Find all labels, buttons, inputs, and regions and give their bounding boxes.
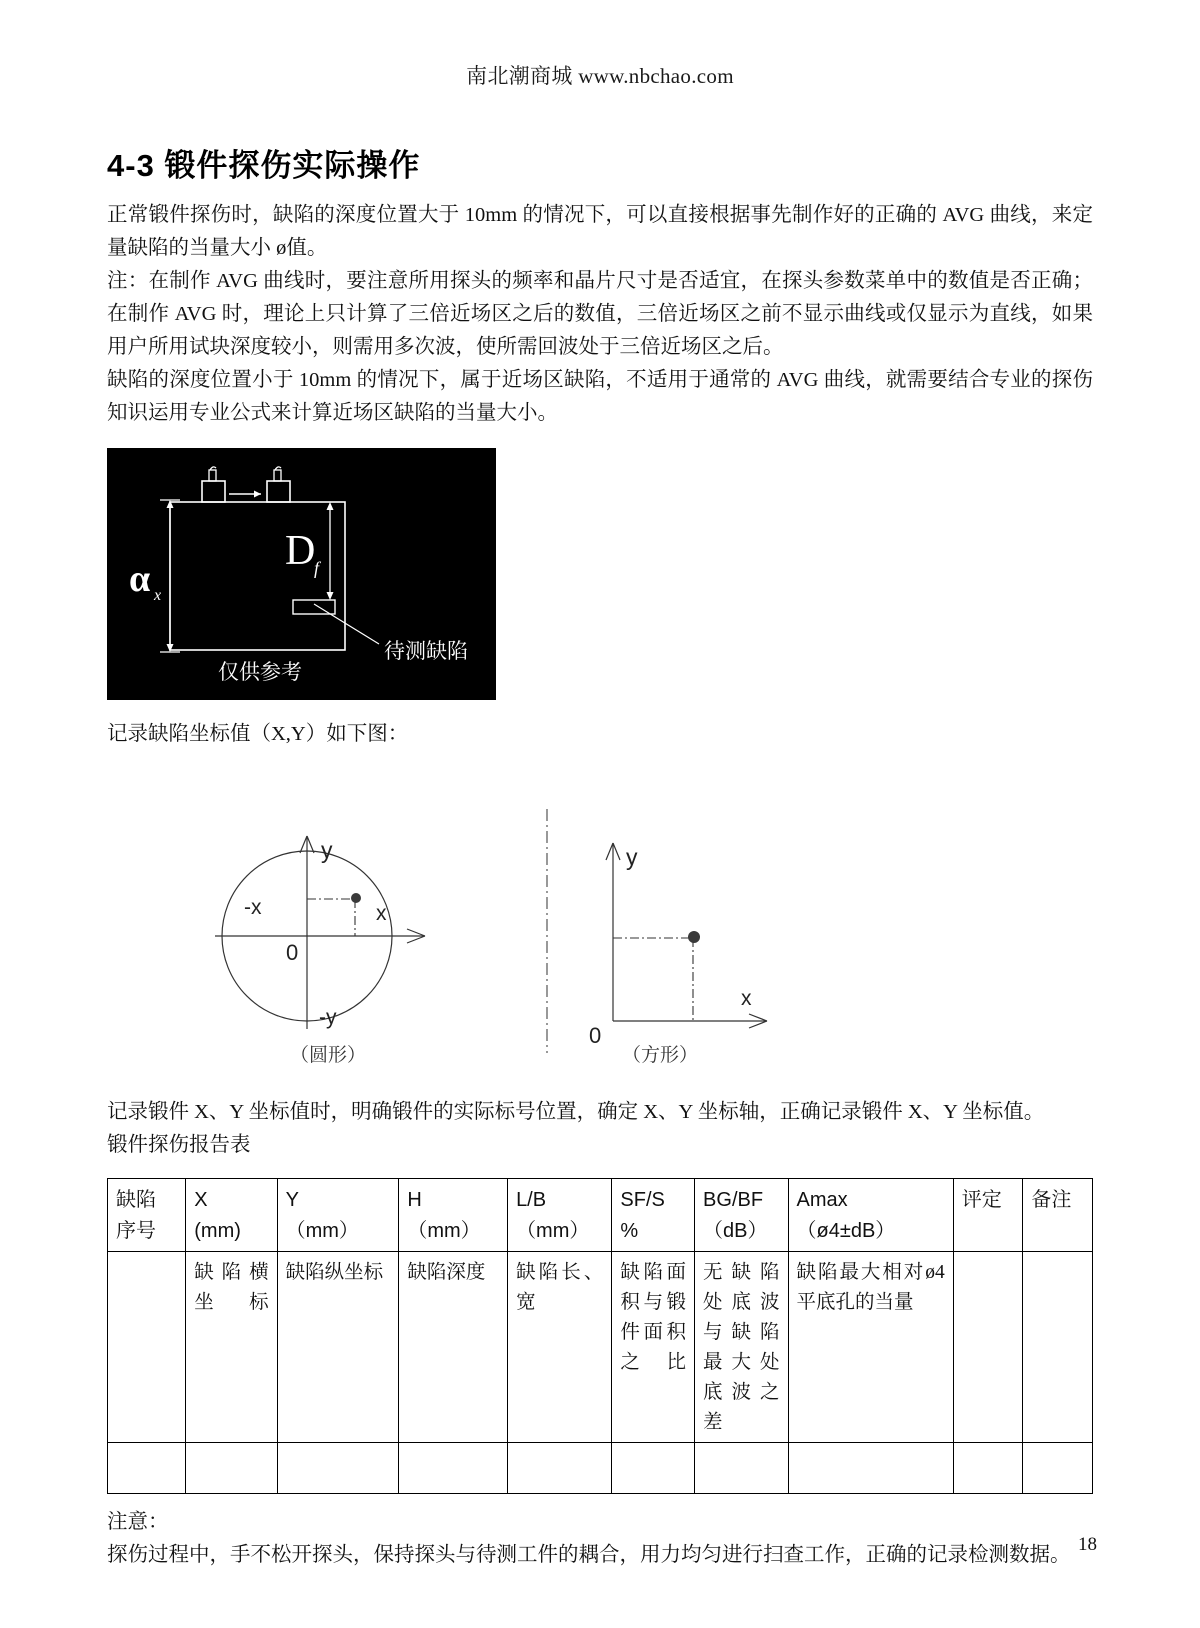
header-name-h: H	[407, 1189, 422, 1211]
cell-remark-empty[interactable]	[1023, 1443, 1093, 1494]
header-name-defect-no: 缺陷	[116, 1189, 156, 1211]
table-header-cell-y	[277, 1179, 399, 1252]
site-watermark-header: 南北潮商城 www.nbchao.com	[466, 64, 734, 88]
notes-section	[107, 1506, 1093, 1572]
coord-intro-text: 记录缺陷坐标值（X,Y）如下图：	[107, 723, 409, 745]
coordinate-captions	[107, 1045, 1093, 1086]
table-header-row	[108, 1179, 1093, 1252]
df-label: D	[285, 528, 316, 574]
cell-sfs-empty[interactable]	[612, 1443, 695, 1494]
cell-y-description: 缺陷纵坐标	[277, 1252, 399, 1443]
table-caption: 锻件探伤报告表	[107, 1134, 251, 1156]
header-unit-sfs: %	[620, 1220, 639, 1242]
table-header-cell-defect-no	[108, 1179, 186, 1252]
cell-x-empty[interactable]	[186, 1443, 277, 1494]
cell-lb-empty[interactable]	[508, 1443, 612, 1494]
cell-bgbf-description: 无缺陷处底波与缺陷最大处底波之差	[695, 1252, 788, 1443]
probe-diagram-figure	[107, 448, 496, 700]
header-unit-amax: （ø4±dB）	[796, 1220, 896, 1242]
cell-amax-empty[interactable]	[788, 1443, 953, 1494]
header-name-lb: L/B	[516, 1189, 547, 1211]
header-unit-lb: （mm）	[516, 1220, 590, 1242]
circle-x-label: x	[376, 902, 387, 925]
square-y-label: y	[626, 844, 638, 870]
circle-origin-label: 0	[286, 940, 299, 965]
table-header-cell-x	[186, 1179, 277, 1252]
header-name-assessment: 评定	[961, 1189, 1002, 1211]
header-unit-bgbf: （dB）	[703, 1220, 768, 1242]
header-name-x: X	[194, 1189, 208, 1211]
notes-title: 注意：	[107, 1511, 169, 1533]
circle-neg-y-label: -y	[319, 1006, 337, 1029]
table-description-row	[108, 1252, 1093, 1443]
alpha-label: α	[129, 558, 151, 600]
table-header-cell-bgbf	[695, 1179, 788, 1252]
paragraph-avg-intro: 正常锻件探伤时，缺陷的深度位置大于 10mm 的情况下，可以直接根据事先制作好的正确的 AVG 曲线，来定量缺陷的当量大小 ø值。	[107, 204, 1093, 259]
notes-text: 探伤过程中，手不松开探头，保持探头与待测工件的耦合，用力均匀进行扫查工作，正确的记录检测数据。	[107, 1544, 1071, 1566]
alpha-subscript-label: x	[154, 587, 162, 604]
circle-figure-caption: （圆形）	[290, 1045, 367, 1066]
table-header-cell-remark	[1023, 1179, 1093, 1252]
df-subscript-label: f	[314, 558, 320, 578]
circle-defect-point	[351, 893, 361, 903]
circle-y-label: y	[321, 837, 333, 863]
square-y-arrow-right	[613, 843, 620, 860]
cell-remark-description	[1023, 1252, 1093, 1443]
paragraph-avg-note: 注：在制作 AVG 曲线时，要注意所用探头的频率和晶片尺寸是否适宜，在探头参数菜单中的数值是否正确；在制作 AVG 时，理论上只计算了三倍近场区之后的数值，三倍近场区之前不显示曲线或仅显示为直线，如果用户所用试块深度较小，则需用多次波，使所需回波处于三倍近场区之后。	[107, 270, 1093, 358]
cell-defect-no-description	[108, 1252, 186, 1443]
header-unit-h: （mm）	[407, 1220, 481, 1242]
header-name-remark: 备注	[1031, 1189, 1072, 1211]
square-x-arrow-top	[749, 1014, 767, 1021]
page-title: 4-3 锻件探伤实际操作	[107, 148, 421, 183]
forging-inspection-report-table	[107, 1178, 1093, 1494]
coordinate-diagrams-svg	[107, 781, 1093, 1056]
probe-diagram-svg	[107, 448, 496, 700]
header-unit-x: (mm)	[194, 1220, 241, 1242]
header-name-bgbf: BG/BF	[703, 1189, 764, 1211]
coordinate-diagrams-figure	[107, 781, 1093, 1056]
circle-x-arrow-bottom	[407, 936, 425, 943]
header-unit-defect-no: 序号	[116, 1220, 156, 1242]
cell-y-empty[interactable]	[277, 1443, 399, 1494]
square-y-arrow-left	[606, 843, 613, 860]
square-x-arrow-bottom	[749, 1021, 767, 1028]
table-header-cell-assessment	[953, 1179, 1023, 1252]
cell-amax-description: 缺陷最大相对ø4 平底孔的当量	[788, 1252, 953, 1443]
cell-assessment-empty[interactable]	[953, 1443, 1023, 1494]
cell-bgbf-empty[interactable]	[695, 1443, 788, 1494]
table-empty-row[interactable]	[108, 1443, 1093, 1494]
cell-h-empty[interactable]	[399, 1443, 508, 1494]
cell-x-description: 缺陷横坐标	[186, 1252, 277, 1443]
cell-lb-description: 缺陷长、宽	[508, 1252, 612, 1443]
page-number: 18	[1078, 1534, 1097, 1555]
reference-only-label: 仅供参考	[218, 661, 302, 684]
cell-h-description: 缺陷深度	[399, 1252, 508, 1443]
square-origin-label: 0	[589, 1023, 602, 1048]
table-header-cell-amax	[788, 1179, 953, 1252]
header-unit-y: （mm）	[285, 1220, 359, 1242]
circle-x-arrow-top	[407, 929, 425, 936]
cell-defect-no-empty[interactable]	[108, 1443, 186, 1494]
defect-label: 待测缺陷	[384, 640, 468, 663]
paragraph-near-field: 缺陷的深度位置小于 10mm 的情况下，属于近场区缺陷，不适用于通常的 AVG 曲线，就需要结合专业的探伤知识运用专业公式来计算近场区缺陷的当量大小。	[107, 369, 1093, 424]
header-name-amax: Amax	[796, 1189, 848, 1211]
coord-outro-text: 记录锻件 X、Y 坐标值时，明确锻件的实际标号位置，确定 X、Y 坐标轴，正确记录锻件 X、Y 坐标值。	[107, 1101, 1045, 1123]
square-defect-point	[688, 931, 700, 943]
cell-sfs-description: 缺陷面积与锻件面积之比	[612, 1252, 695, 1443]
table-header-cell-h	[399, 1179, 508, 1252]
header-name-sfs: SF/S	[620, 1189, 665, 1211]
square-figure-caption: （方形）	[622, 1045, 699, 1066]
circle-neg-x-label: -x	[244, 896, 262, 919]
table-header-cell-sfs	[612, 1179, 695, 1252]
header-name-y: Y	[285, 1189, 299, 1211]
square-x-label: x	[741, 987, 752, 1010]
cell-assessment-description	[953, 1252, 1023, 1443]
document-content	[107, 140, 1093, 1572]
table-header-cell-lb	[508, 1179, 612, 1252]
